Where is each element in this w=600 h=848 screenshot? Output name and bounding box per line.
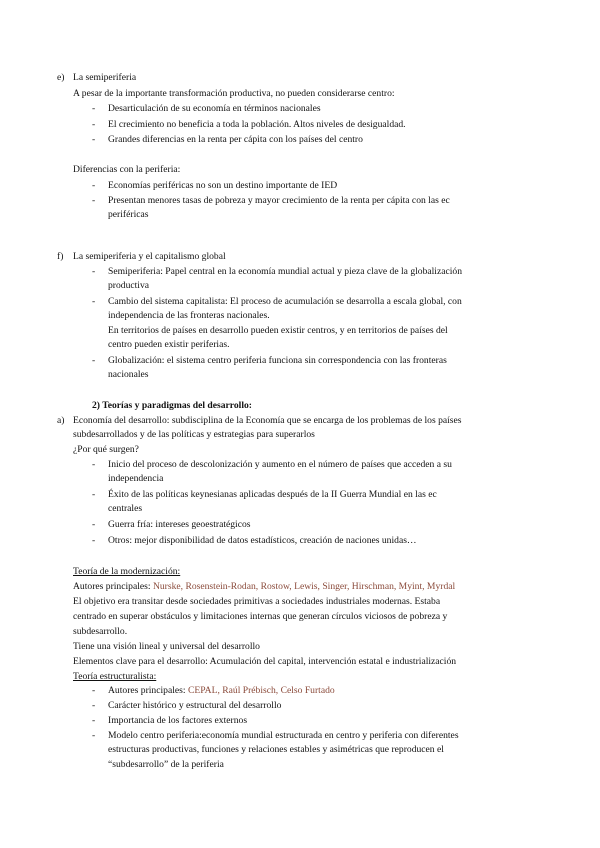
section-f-bullet-2d: centro pueden existir periferias. [108,339,230,350]
section-e-bullet-1: Desarticulación de su economía en términos nacionales [108,103,321,114]
estructuralista-bullet-1: Carácter histórico y estructural del desarrollo [108,700,282,711]
dash-bullet: - [92,730,96,741]
dash-bullet: - [92,195,96,206]
dash-bullet: - [92,535,96,546]
section-a-bullet-1a: Inicio del proceso de descolonización y aumento en el número de países que acceden a su [108,459,452,470]
dash-bullet: - [92,134,96,145]
dash-bullet: - [92,266,96,277]
dash-bullet: - [92,685,96,696]
dash-bullet: - [92,180,96,191]
estructuralista-bullet-2: Importancia de los factores externos [108,715,248,726]
section-a-line-2: subdesarrollados y de las políticas y estrategias para superarlos [73,429,315,440]
section-e-bullet-3: Grandes diferencias en la renta per cápita con los países del centro [108,134,363,145]
estructuralista-authors-line [108,684,335,699]
section-a-label: a) [57,415,65,426]
section-a-bullet-2a: Éxito de las políticas keynesianas aplicadas después de la II Guerra Mundial en las ec [108,489,437,500]
estructuralista-bullet-3a: Modelo centro periferia:economía mundial estructurada en centro y periferia con diferentes [108,730,459,741]
modernizacion-authors: Nurske, Rosenstein-Rodan, Rostow, Lewis, Singer, Hirschman, Myint, Myrdal [152,581,456,592]
section-a-bullet-4: Otros: mejor disponibilidad de datos estadísticos, creación de naciones unidas… [108,535,417,546]
dash-bullet: - [92,519,96,530]
section-a-bullet-2b: centrales [108,503,143,514]
dash-bullet: - [92,459,96,470]
modernizacion-line-3: subdesarrollo. [73,626,128,637]
section-a-line-3: ¿Por qué surgen? [73,444,139,455]
section-f-bullet-1a: Semiperiferia: Papel central en la economía mundial actual y pieza clave de la globalización [108,266,463,277]
section-2-heading: 2) Teorías y paradigmas del desarrollo: [92,400,252,411]
section-e-diff-title: Diferencias con la periferia: [73,164,181,175]
estructuralista-authors: CEPAL, Raúl Prébisch, Celso Furtado [187,685,335,696]
dash-bullet: - [92,489,96,500]
section-e-intro: A pesar de la importante transformación productiva, no pueden considerarse centro: [73,88,395,99]
dash-bullet: - [92,355,96,366]
dash-bullet: - [92,119,96,130]
estructuralista-authors-label: Autores principales: [108,685,188,696]
section-e-title: La semiperiferia [73,72,137,83]
section-a-bullet-3: Guerra fría: intereses geoestratégicos [108,519,251,530]
modernizacion-authors-label: Autores principales: [73,581,153,592]
modernizacion-line-4: Tiene una visión lineal y universal del desarrollo [73,641,260,652]
section-f-bullet-2b: independencia de las fronteras nacionales. [108,310,270,321]
section-f-bullet-3b: nacionales [108,369,149,380]
section-e-diff-bullet-2b: periféricas [108,209,149,220]
modernizacion-line-2: centrado en superar obstáculos y limitaciones internas que generan círculos viciosos de pobreza y [73,611,448,622]
section-f-title: La semiperiferia y el capitalismo global [73,251,226,262]
section-a-bullet-1b: independencia [108,473,164,484]
estructuralista-title: Teoría estructuralista: [73,671,157,682]
dash-bullet: - [92,296,96,307]
dash-bullet: - [92,700,96,711]
section-a-line-1: Economía del desarrollo: subdisciplina de la Economía que se encarga de los problemas de los países [73,415,462,426]
section-e-diff-bullet-2a: Presentan menores tasas de pobreza y mayor crecimiento de la renta per cápita con las ec [108,195,450,206]
section-e-diff-bullet-1: Economías periféricas no son un destino importante de IED [108,180,338,191]
section-e-label: e) [57,72,65,83]
estructuralista-bullet-3b: estructuras productivas, funciones y relaciones estables y asimétricas que reproducen el [108,744,444,755]
modernizacion-line-1: El objetivo era transitar desde sociedades primitivas a sociedades industriales modernas. Estaba [73,596,441,607]
section-f-bullet-1b: productiva [108,280,150,291]
section-f-bullet-3a: Globalización: el sistema centro periferia funciona sin correspondencia con las fronteras [108,355,447,366]
section-f-label: f) [57,251,64,262]
estructuralista-bullet-3c: “subdesarrollo” de la periferia [108,759,224,770]
section-f-bullet-2c: En territorios de países en desarrollo pueden existir centros, y en territorios de países del [108,325,448,336]
section-e-bullet-2: El crecimiento no beneficia a toda la población. Altos niveles de desigualdad. [108,119,406,130]
modernizacion-authors-line [73,580,455,595]
modernizacion-line-5: Elementos clave para el desarrollo: Acumulación del capital, intervención estatal e industrialización [73,656,457,667]
dash-bullet: - [92,103,96,114]
modernizacion-title: Teoría de la modernización: [73,566,181,577]
section-f-bullet-2a: Cambio del sistema capitalista: El proceso de acumulación se desarrolla a escala global, con [108,296,462,307]
dash-bullet: - [92,715,96,726]
